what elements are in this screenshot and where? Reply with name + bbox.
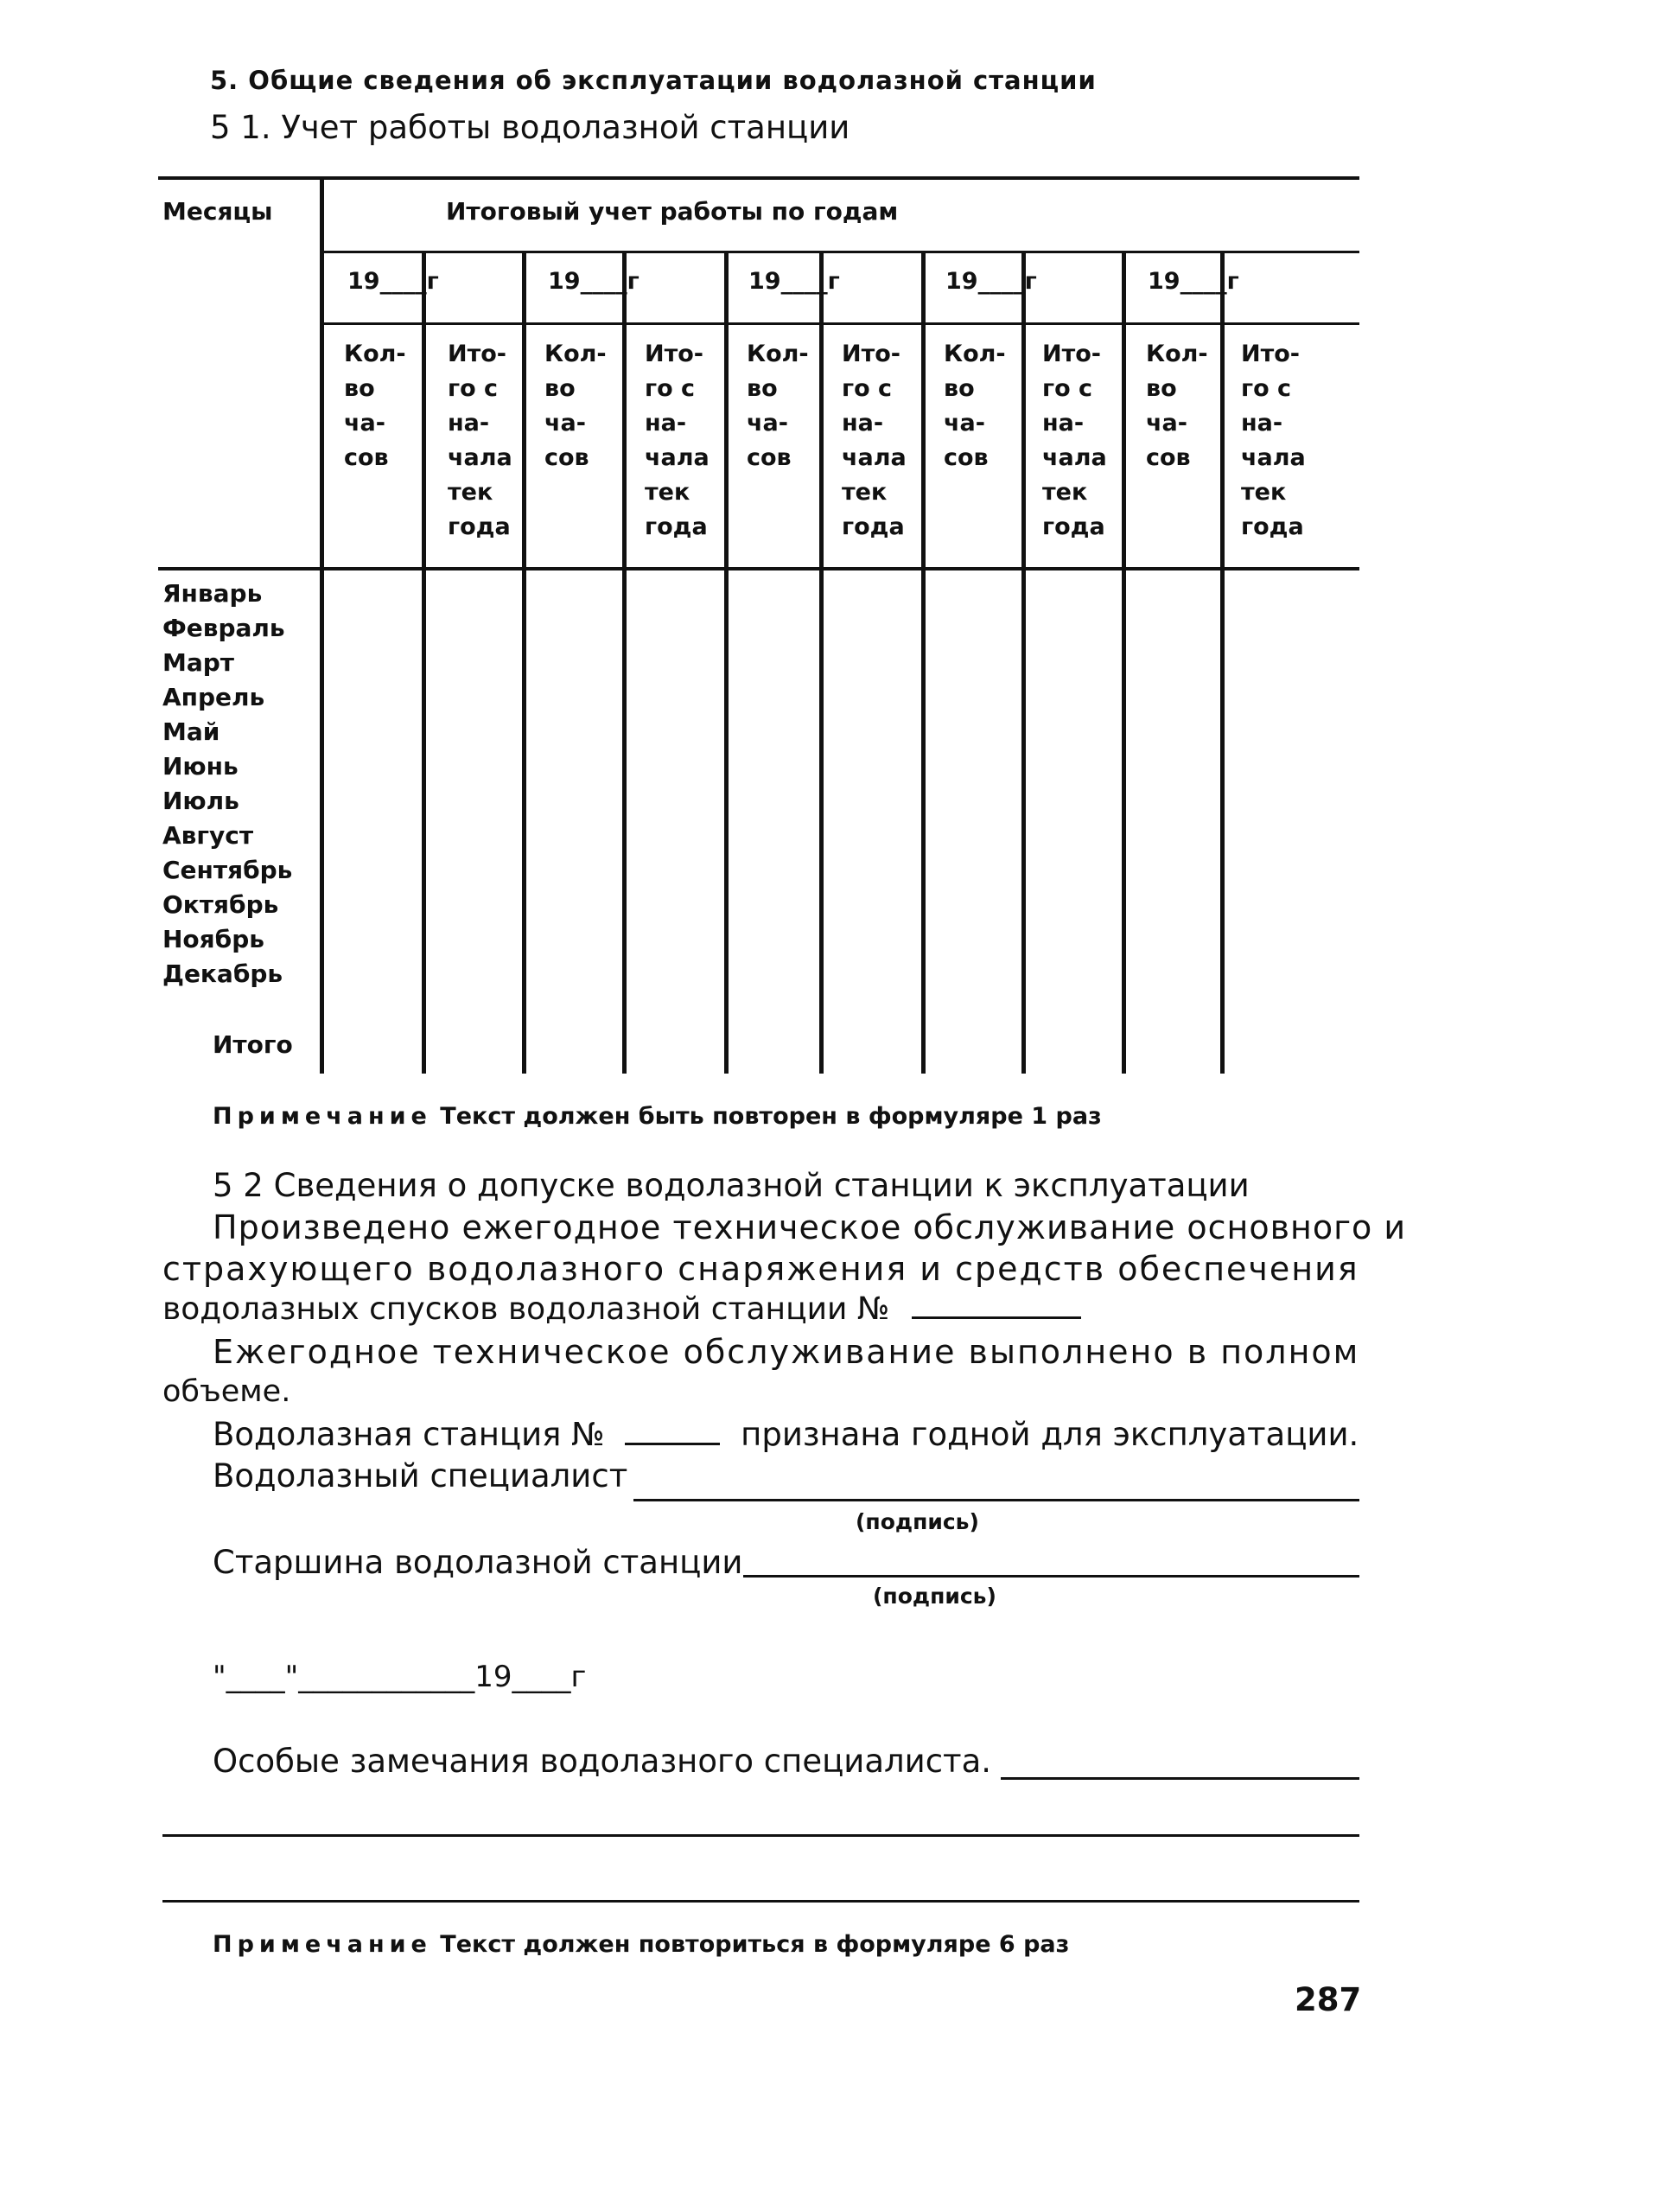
para1-line1: Произведено ежегодное техническое обслуживание основного и: [213, 1208, 1407, 1246]
year-label: 19____г: [748, 268, 840, 295]
section2-title: 5 2 Сведения о допуске водолазной станции к эксплуатации: [213, 1167, 1250, 1204]
year-label: 19____г: [548, 268, 640, 295]
month-row-label: Октябрь: [162, 890, 279, 919]
table-col-divider: [622, 252, 627, 1074]
specialist-signature-line: [633, 1499, 1359, 1501]
subheader-count: Кол- во ча- сов: [344, 341, 406, 471]
note-label: Примечание: [213, 1931, 432, 1958]
remarks-label: Особые замечания водолазного специалиста.: [213, 1743, 992, 1780]
table-col-divider: [522, 252, 526, 1074]
subheader-total: Ито- го с на- чала тек года: [1241, 341, 1306, 540]
subheader-count: Кол- во ча- сов: [1146, 341, 1208, 471]
subheader-total: Ито- го с на- чала тек года: [448, 341, 512, 540]
note-label: Примечание: [213, 1103, 432, 1130]
month-row-label: Декабрь: [162, 959, 283, 988]
para1-line2: страхующего водолазного снаряжения и средств обеспечения: [162, 1250, 1359, 1288]
note-text: Текст должен повториться в формуляре 6 раз: [440, 1931, 1070, 1958]
month-row-label: Январь: [162, 579, 263, 608]
month-row-label: Февраль: [162, 614, 285, 642]
para2-line2: объеме.: [162, 1374, 291, 1409]
station-line: Водолазная станция № признана годной для эксплуатации.: [213, 1416, 1359, 1453]
month-row-label: Сентябрь: [162, 856, 293, 884]
total-row-label: Итого: [213, 1030, 293, 1059]
table-col-divider: [320, 176, 324, 1074]
para1-line3: водолазных спусков водолазной станции №: [162, 1291, 1081, 1327]
para2-line1: Ежегодное техническое обслуживание выполнено в полном: [213, 1333, 1360, 1371]
foreman-signature-line: [743, 1575, 1359, 1578]
month-row-label: Май: [162, 717, 220, 746]
table-col-divider: [724, 252, 729, 1074]
table-col-divider: [422, 252, 426, 1074]
subheader-count: Кол- во ча- сов: [544, 341, 607, 471]
year-label: 19____г: [945, 268, 1037, 295]
page-number: 287: [1295, 1981, 1362, 2018]
table-col-divider: [921, 252, 926, 1074]
table-rule-years: [321, 251, 1359, 253]
table-col-divider: [1021, 252, 1026, 1074]
section-title: 5. Общие сведения об эксплуатации водолазной станции: [210, 66, 1097, 95]
specialist-label: Водолазный специалист: [213, 1457, 628, 1495]
month-row-label: Июнь: [162, 752, 239, 781]
months-header: Месяцы: [162, 197, 273, 226]
signature-caption: (подпись): [873, 1584, 996, 1609]
signature-caption: (подпись): [856, 1509, 979, 1534]
subheader-total: Ито- го с на- чала тек года: [645, 341, 710, 540]
remarks-line: [162, 1900, 1359, 1903]
subheader-total: Ито- го с на- чала тек года: [1042, 341, 1107, 540]
main-header: Итоговый учет работы по годам: [446, 197, 899, 226]
month-row-label: Март: [162, 648, 235, 677]
foreman-label: Старшина водолазной станции: [213, 1544, 743, 1581]
table-col-divider: [1122, 252, 1126, 1074]
subheader-count: Кол- во ча- сов: [944, 341, 1006, 471]
table-rule-subheaders: [321, 322, 1359, 325]
table-rule-body: [158, 567, 1359, 570]
remarks-line: [1001, 1777, 1359, 1780]
note-2: [213, 1931, 1069, 1958]
station-number-blank: [912, 1316, 1081, 1319]
table-top-rule: [158, 176, 1359, 180]
month-row-label: Июль: [162, 787, 239, 815]
note-1: [213, 1103, 1102, 1130]
month-row-label: Ноябрь: [162, 925, 264, 953]
subsection-title: 5 1. Учет работы водолазной станции: [210, 109, 850, 146]
month-row-label: Август: [162, 821, 254, 850]
month-row-label: Апрель: [162, 683, 265, 711]
date-line: "____"____________19____г: [213, 1660, 587, 1694]
subheader-total: Ито- го с на- чала тек года: [842, 341, 907, 540]
year-label: 19____г: [1148, 268, 1239, 295]
station-number-blank: [625, 1443, 720, 1445]
subheader-count: Кол- во ча- сов: [747, 341, 809, 471]
remarks-line: [162, 1834, 1359, 1837]
table-col-divider: [819, 252, 824, 1074]
note-text: Текст должен быть повторен в формуляре 1 раз: [440, 1103, 1102, 1130]
table-col-divider: [1220, 252, 1225, 1074]
year-label: 19____г: [347, 268, 439, 295]
